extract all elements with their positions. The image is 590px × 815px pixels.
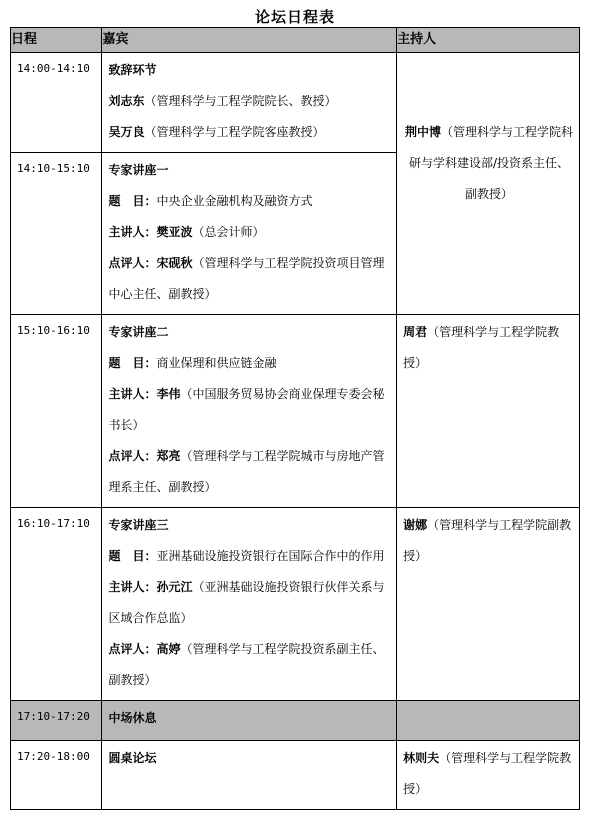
guest-line: [108, 743, 392, 774]
host-cell: [397, 701, 580, 741]
guest-cell: [102, 153, 397, 315]
guest-line-rest: 亚洲基础设施投资银行在国际合作中的作用: [156, 549, 385, 563]
guest-cell: [102, 315, 397, 508]
guest-line-bold: 题 目：: [108, 549, 157, 563]
guest-line-bold: 吴万良: [108, 125, 145, 139]
guest-line-bold: 主讲人：李伟: [108, 387, 181, 401]
guest-line-bold: 刘志东: [108, 94, 145, 108]
host-cell: [397, 315, 580, 508]
host-name: 荆中博: [405, 125, 442, 139]
schedule-table: [10, 27, 580, 810]
guest-cell: [102, 53, 397, 153]
guest-line: [108, 510, 392, 541]
guest-line: [108, 117, 392, 148]
header-schedule: 日程: [11, 28, 102, 53]
guest-line-rest: （中国服务贸易协会商业保理专委会秘书长）: [108, 387, 385, 432]
host-cell: [397, 508, 580, 701]
time-cell: 14:10-15:10: [11, 153, 102, 315]
table-header-row: [11, 28, 580, 53]
guest-line-rest: （管理科学与工程学院投资系副主任、副教授）: [108, 642, 385, 687]
host-name: 周君: [403, 325, 428, 339]
guest-line-rest: 商业保理和供应链金融: [156, 356, 277, 370]
guest-line-bold: 题 目：: [108, 194, 157, 208]
guest-line-bold: 题 目：: [108, 356, 157, 370]
guest-line-bold: 专家讲座二: [108, 325, 169, 339]
guest-line: [108, 379, 392, 441]
host-cell: [397, 741, 580, 810]
guest-line: [108, 155, 392, 186]
guest-line: [108, 634, 392, 696]
time-cell: 17:10-17:20: [11, 701, 102, 741]
guest-line-bold: 主讲人：孙元江: [108, 580, 193, 594]
guest-line: [108, 572, 392, 634]
table-row: [11, 53, 580, 153]
guest-line-rest: （亚洲基础设施投资银行伙伴关系与区域合作总监）: [108, 580, 385, 625]
guest-cell: [102, 701, 397, 741]
table-row: [11, 315, 580, 508]
guest-line-bold: 点评人：郑亮: [108, 449, 181, 463]
guest-cell: [102, 508, 397, 701]
header-guests: 嘉宾: [102, 28, 397, 53]
guest-line: [108, 441, 392, 503]
guest-line-bold: 专家讲座三: [108, 518, 169, 532]
guest-line-bold: 点评人：高婷: [108, 642, 181, 656]
page-title: 论坛日程表: [254, 8, 335, 26]
guest-line: [108, 317, 392, 348]
host-name: 林则夫: [403, 751, 440, 765]
guest-line: [108, 186, 392, 217]
host-title: （管理科学与工程学院教授）: [403, 325, 560, 370]
guest-line-bold: 中场休息: [108, 711, 157, 725]
time-cell: 17:20-18:00: [11, 741, 102, 810]
guest-line-bold: 专家讲座一: [108, 163, 169, 177]
guest-line-rest: （管理科学与工程学院投资项目管理中心主任、副教授）: [108, 256, 385, 301]
host-name: 谢娜: [403, 518, 428, 532]
guest-line: [108, 217, 392, 248]
guest-line-rest: （管理科学与工程学院院长、教授）: [144, 94, 337, 108]
guest-line: [108, 541, 392, 572]
guest-line-bold: 致辞环节: [108, 63, 157, 77]
guest-line: [108, 248, 392, 310]
guest-line-rest: （管理科学与工程学院客座教授）: [144, 125, 325, 139]
guest-line: [108, 348, 392, 379]
guest-line-bold: 主讲人：樊亚波: [108, 225, 193, 239]
table-row-break: [11, 701, 580, 741]
guest-line-rest: （管理科学与工程学院城市与房地产管理系主任、副教授）: [108, 449, 385, 494]
header-host: 主持人: [397, 28, 580, 53]
table-row: [11, 741, 580, 810]
time-cell: 14:00-14:10: [11, 53, 102, 153]
guest-line: [108, 86, 392, 117]
time-cell: 15:10-16:10: [11, 315, 102, 508]
guest-line-bold: 圆桌论坛: [108, 751, 157, 765]
guest-line: [108, 703, 392, 734]
guest-cell: [102, 741, 397, 810]
guest-line-bold: 点评人：宋砚秋: [108, 256, 193, 270]
guest-line: [108, 55, 392, 86]
host-title: （管理科学与工程学院副教授）: [403, 518, 572, 563]
guest-line-rest: （总会计师）: [192, 225, 265, 239]
guest-line-rest: 中央企业金融机构及融资方式: [156, 194, 313, 208]
time-cell: 16:10-17:10: [11, 508, 102, 701]
host-title: （管理科学与工程学院教授）: [403, 751, 572, 796]
table-row: [11, 508, 580, 701]
host-title: （管理科学与工程学院科研与学科建设部/投资系主任、副教授）: [409, 125, 574, 201]
merged-host-cell: [397, 53, 580, 315]
